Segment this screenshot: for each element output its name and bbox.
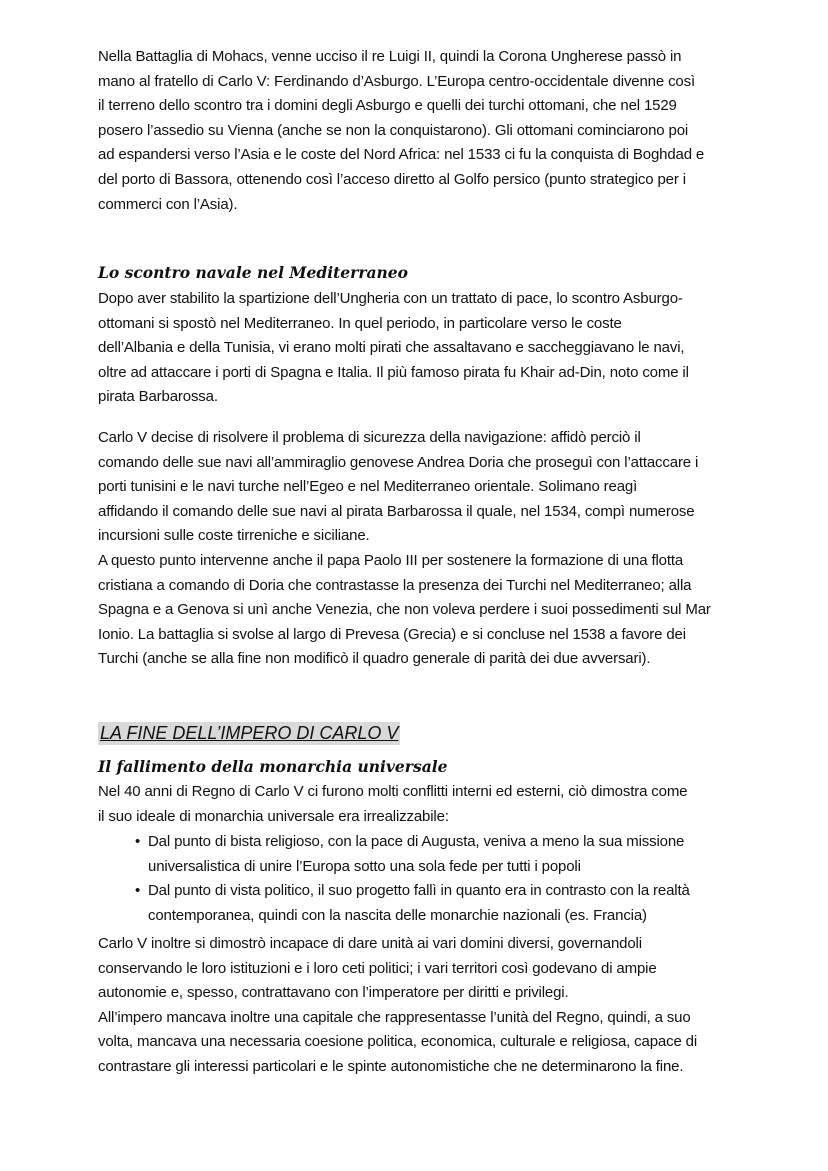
text-line: Dal punto di bista religioso, con la pace di Augusta, veniva a meno la sua missione xyxy=(148,833,685,850)
paragraph-unita xyxy=(98,932,798,1080)
text-line: All’impero mancava inoltre una capitale che rappresentasse l’unità del Regno, quindi, a suo xyxy=(98,1008,691,1026)
text-line: posero l’assedio su Vienna (anche se non la conquistarono). Gli ottomani cominciarono poi xyxy=(98,121,689,139)
bullet-item xyxy=(98,879,798,928)
text-line: Dal punto di vista politico, il suo progetto fallì in quanto era in contrasto con la realtà xyxy=(148,882,690,900)
text-line: contemporanea, quindi con la nascita delle monarchie nazionali (es. Francia) xyxy=(148,906,647,924)
bullet-icon: • xyxy=(135,882,141,900)
section-heading-fine-impero: LA FINE DELL’IMPERO DI CARLO V xyxy=(100,723,399,743)
text-line: ottomani si spostò nel Mediterraneo. In quel periodo, in particolare verso le coste xyxy=(98,314,622,332)
text-line: mano al fratello di Carlo V: Ferdinando d’Asburgo. L’Europa centro-occidentale divenne così xyxy=(98,72,695,90)
text-line: Carlo V inoltre si dimostrò incapace di dare unità ai vari domini diversi, governandoli xyxy=(98,935,642,952)
text-line: Dopo aver stabilito la spartizione dell’Ungheria con un trattato di pace, lo scontro Asburgo- xyxy=(98,290,683,307)
bullet-item xyxy=(98,830,798,879)
text-line: Ionio. La battaglia si svolse al largo di Prevesa (Grecia) e si concluse nel 1538 a favore dei xyxy=(98,625,686,643)
paragraph-conflitti xyxy=(98,780,798,829)
text-line: incursioni sulle coste tirreniche e siciliane. xyxy=(98,527,370,545)
text-line: conservando le loro istituzioni e i loro ceti politici; i vari territori così godevano di ampie xyxy=(98,959,657,977)
text-line: ad espandersi verso l’Asia e le coste del Nord Africa: nel 1533 ci fu la conquista di Boghdad e xyxy=(98,146,705,164)
text-line: comando delle sue navi all’ammiraglio genovese Andrea Doria che proseguì con l’attaccare i xyxy=(98,453,699,471)
heading-fallimento: Il fallimento della monarchia universale xyxy=(98,757,448,776)
text-line: Carlo V decise di risolvere il problema di sicurezza della navigazione: affidò perciò il xyxy=(98,429,641,446)
paragraph-mohacs xyxy=(98,45,798,217)
heading-scontro-navale: Lo scontro navale nel Mediterraneo xyxy=(98,263,408,282)
text-line: dell’Albania e della Tunisia, vi erano molti pirati che assaltavano e saccheggiavano le navi, xyxy=(98,339,685,357)
text-line: Spagna e a Genova si unì anche Venezia, che non voleva perdere i suoi possedimenti sul Mar xyxy=(98,601,711,619)
paragraph-doria xyxy=(98,426,798,672)
text-line: A questo punto intervenne anche il papa Paolo III per sostenere la formazione di una flotta xyxy=(98,551,684,569)
text-line: del porto di Bassora, ottenendo così l’acceso diretto al Golfo persico (punto strategico per i xyxy=(98,170,686,188)
text-line: Turchi (anche se alla fine non modificò il quadro generale di parità dei due avversari). xyxy=(98,650,651,668)
paragraph-mediterraneo xyxy=(98,287,798,410)
text-line: universalistica di unire l’Europa sotto una sola fede per tutti i popoli xyxy=(148,857,581,875)
text-line: il suo ideale di monarchia universale era irrealizzabile: xyxy=(98,807,449,825)
text-line: cristiana a comando di Doria che contrastasse la presenza dei Turchi nel Mediterraneo; alla xyxy=(98,576,692,594)
text-line: il terreno dello scontro tra i domini degli Asburgo e quelli dei turchi ottomani, che nel 1529 xyxy=(98,97,677,115)
text-line: volta, mancava una necessaria coesione politica, economica, culturale e religiosa, capace di xyxy=(98,1033,698,1051)
bullet-icon: • xyxy=(135,833,141,850)
text-line: commerci con l’Asia). xyxy=(98,195,238,213)
text-line: autonomie e, spesso, contrattavano con l’imperatore per diritti e privilegi. xyxy=(98,984,569,1002)
text-line: porti tunisini e le navi turche nell’Egeo e nel Mediterraneo orientale. Solimano reagì xyxy=(98,478,638,496)
bullet-list xyxy=(98,830,798,928)
text-line: pirata Barbarossa. xyxy=(98,388,218,406)
text-line: Nel 40 anni di Regno di Carlo V ci furono molti conflitti interni ed esterni, ciò dimostra come xyxy=(98,783,688,800)
text-line: oltre ad attaccare i porti di Spagna e Italia. Il più famoso pirata fu Khair ad-Din, noto come il xyxy=(98,363,689,381)
text-line: affidando il comando delle sue navi al pirata Barbarossa il quale, nel 1534, compì numerose xyxy=(98,502,695,520)
text-line: Nella Battaglia di Mohacs, venne ucciso il re Luigi II, quindi la Corona Ungherese passò in xyxy=(98,48,682,65)
text-line: contrastare gli interessi particolari e le spinte autonomistiche che ne determinarono la fine. xyxy=(98,1057,684,1075)
